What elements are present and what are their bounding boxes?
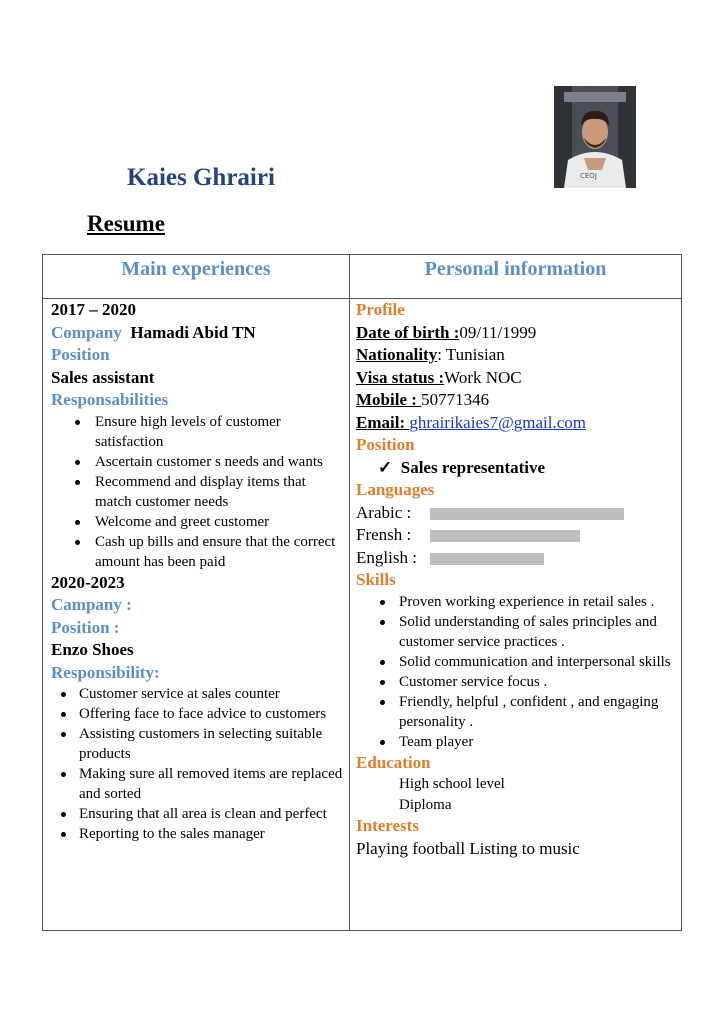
email-link[interactable]: ghrairikaies7@gmail.com xyxy=(409,412,586,432)
job1-company-label: Company xyxy=(51,322,122,342)
svg-text:CEOJ: CEOJ xyxy=(580,172,597,180)
job1-years: 2017 – 2020 xyxy=(51,300,136,319)
list-item: Customer service at sales counter xyxy=(51,684,346,704)
job2-responsibilities xyxy=(51,684,346,844)
education-label: Education xyxy=(356,752,431,772)
job1-company-line xyxy=(51,322,346,345)
list-item: Ascertain customer s needs and wants xyxy=(51,452,346,472)
experience-column xyxy=(51,299,346,844)
job1-position: Sales assistant xyxy=(51,367,155,387)
language-level-bar xyxy=(430,530,580,542)
language-level-bar xyxy=(430,508,624,520)
job2-company-label: Campany : xyxy=(51,595,132,614)
list-item: Ensure high levels of customer satisfaction xyxy=(51,412,346,452)
position-value: Sales representative xyxy=(400,457,546,477)
mobile-line xyxy=(356,389,676,412)
language-row-english xyxy=(356,547,676,570)
skills-label: Skills xyxy=(356,570,396,589)
list-item: Welcome and greet customer xyxy=(51,512,346,532)
languages-label: Languages xyxy=(356,480,435,499)
resume-table xyxy=(42,254,682,931)
dob-value: 09/11/1999 xyxy=(459,322,537,342)
skills-list xyxy=(356,592,676,752)
profile-label: Profile xyxy=(356,300,405,319)
dob-line xyxy=(356,322,676,345)
list-item: Recommend and display items that match customer needs xyxy=(51,472,346,512)
dob-label: Date of birth : xyxy=(356,322,460,342)
nationality-label: Nationality xyxy=(356,345,438,364)
education-item: Diploma xyxy=(399,796,452,813)
visa-value: Work NOC xyxy=(444,367,522,387)
profile-photo-icon xyxy=(554,86,636,188)
mobile-label: Mobile : xyxy=(356,390,422,409)
interests-label: Interests xyxy=(356,816,419,835)
list-item: Assisting customers in selecting suitable products xyxy=(51,724,346,764)
resume-title: Resume xyxy=(87,211,165,236)
language-row-frensh xyxy=(356,524,676,547)
nationality-line xyxy=(356,344,676,367)
mobile-value: 50771346 xyxy=(421,390,490,409)
list-item: Ensuring that all area is clean and perfect xyxy=(51,804,346,824)
list-item: Friendly, helpful , confident , and engaging personality . xyxy=(356,692,676,732)
language-level-bar xyxy=(430,553,544,565)
job2-years: 2020-2023 xyxy=(51,572,125,592)
candidate-name: Kaies Ghrairi xyxy=(127,164,275,191)
position-line xyxy=(356,457,676,480)
check-icon: ✓ xyxy=(378,457,393,477)
main-experiences-header: Main experiences xyxy=(121,258,271,280)
job2-company: Enzo Shoes xyxy=(51,640,134,659)
email-line xyxy=(356,412,676,435)
profile-photo xyxy=(554,86,636,188)
language-row-arabic xyxy=(356,502,676,525)
list-item: Cash up bills and ensure that the correct amount has been paid xyxy=(51,532,346,572)
education-item: High school level xyxy=(399,776,505,792)
language-name: Arabic : xyxy=(356,502,412,522)
job1-position-label: Position xyxy=(51,345,110,364)
list-item: Offering face to face advice to customers xyxy=(51,704,346,724)
job1-company: Hamadi Abid TN xyxy=(130,322,256,342)
language-name: English : xyxy=(356,547,417,567)
list-item: Solid understanding of sales principles and customer service practices . xyxy=(356,612,676,652)
column-divider xyxy=(349,255,350,930)
list-item: Proven working experience in retail sales . xyxy=(356,592,676,612)
job1-resp-label: Responsabilities xyxy=(51,390,169,409)
interests-value: Playing football Listing to music xyxy=(356,838,580,858)
nationality-value: : Tunisian xyxy=(437,345,505,364)
job2-resp-label: Responsibility: xyxy=(51,662,160,682)
visa-label: Visa status : xyxy=(356,367,445,387)
visa-line xyxy=(356,367,676,390)
personal-column xyxy=(356,299,676,860)
language-name: Frensh : xyxy=(356,525,412,544)
job2-position-label: Position : xyxy=(51,617,120,637)
job1-responsibilities xyxy=(51,412,346,572)
position-label: Position xyxy=(356,435,415,454)
list-item: Making sure all removed items are replaced and sorted xyxy=(51,764,346,804)
list-item: Customer service focus . xyxy=(356,672,676,692)
personal-information-header: Personal information xyxy=(424,258,607,280)
email-label: Email: xyxy=(356,412,410,432)
list-item: Team player xyxy=(356,732,676,752)
list-item: Solid communication and interpersonal skills xyxy=(356,652,676,672)
list-item: Reporting to the sales manager xyxy=(51,824,346,844)
